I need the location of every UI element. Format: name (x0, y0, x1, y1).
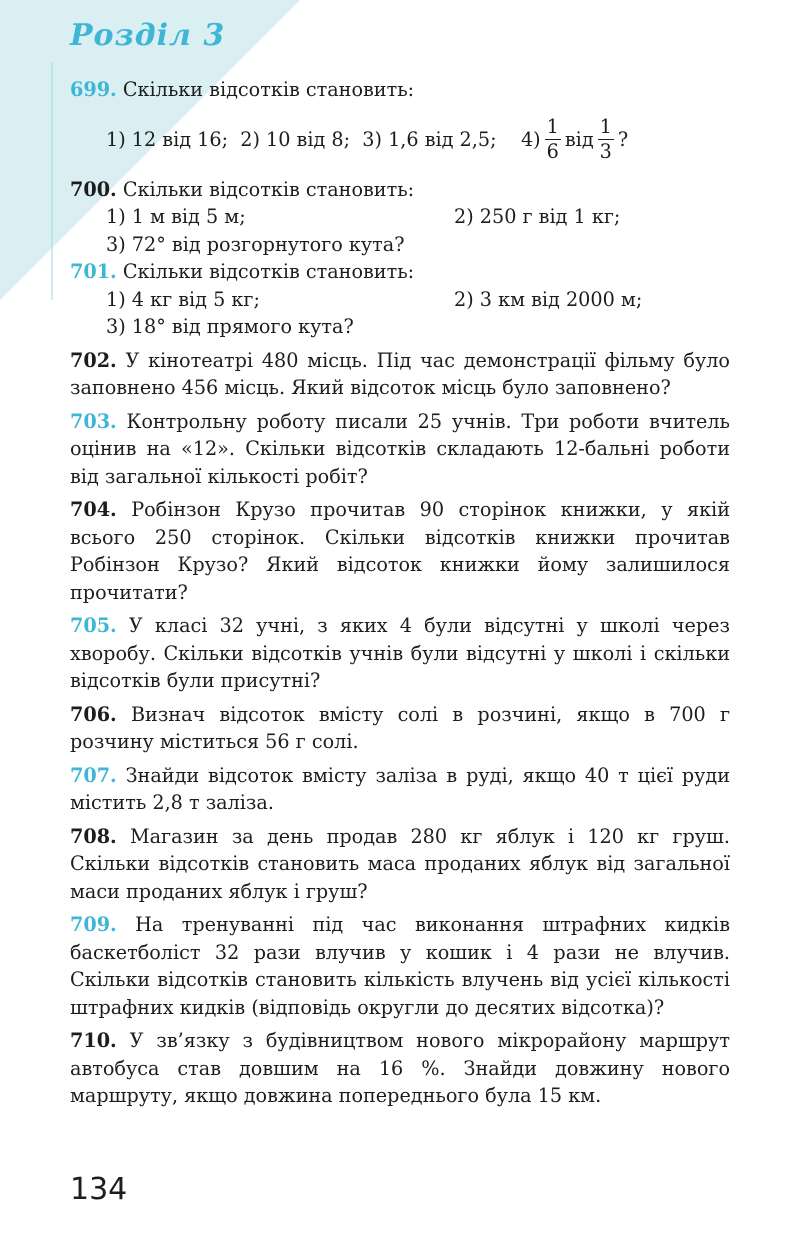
problem-text: На тренуванні під час виконання штрафних кидків баскетболіст 32 рази влучив у кошик і 4 рази не влучив. Скільки відсотків становить кількість влучень від усієї кількості штрафних кидків (відповідь округли до десятих відсотка)? (70, 913, 730, 1019)
problem-number: 707. (70, 763, 117, 787)
numerator: 1 (599, 115, 612, 138)
page-number: 134 (70, 1172, 128, 1207)
item: 1) 12 від 16; (106, 127, 229, 151)
item: 3) 1,6 від 2,5; (362, 127, 497, 151)
numerator: 1 (546, 115, 559, 138)
problem-700 (70, 176, 730, 204)
problem-701 (70, 258, 730, 286)
problem-text: У зв’язку з будівництвом нового мікрорайону маршрут автобуса став довшим на 16 %. Знайди довжину нового маршруту, якщо довжина попереднього була 15 км. (70, 1029, 730, 1107)
item: 2) 3 км від 2000 м; (454, 287, 643, 311)
problem-number: 710. (70, 1029, 117, 1052)
problem-text: Робінзон Крузо прочитав 90 сторінок книжки, у якій всього 250 сторінок. Скільки відсотків книжки прочитав Робінзон Крузо? Який відсоток книжки йому залишилося прочитати? (70, 498, 730, 604)
problem-text: Скільки відсотків становить: (122, 78, 415, 101)
item: 3) 72° від розгорнутого кута? (106, 232, 405, 256)
problem-text: Контрольну роботу писали 25 учнів. Три роботи вчитель оцінив на «12». Скільки відсотків складають 12-бальні роботи від загальної кількості робіт? (70, 409, 730, 488)
denominator: 3 (599, 140, 612, 163)
problem-text: Скільки відсотків становить: (122, 177, 415, 201)
problem-700-items (70, 203, 730, 231)
item: 2) 10 від 8; (240, 127, 351, 151)
problem-number: 703. (70, 409, 117, 433)
problem-699-items (70, 104, 730, 176)
problem-text: Визнач відсоток вмісту солі в розчині, якщо в 700 г розчину міститься 56 г солі. (70, 702, 730, 753)
problem-709 (70, 911, 730, 1021)
problem-number: 704. (70, 498, 117, 521)
denominator: 6 (546, 140, 559, 163)
problem-699 (70, 76, 730, 104)
problem-text: У кінотеатрі 480 місць. Під час демонстрації фільму було заповнено 456 місць. Який відсоток місць було заповнено? (70, 348, 730, 399)
problem-text: Магазин за день продав 280 кг яблук і 120 кг груш. Скільки відсотків становить маса проданих яблук від загальної маси проданих яблук і груш? (70, 824, 730, 903)
problem-number: 699. (70, 78, 117, 101)
problem-number: 705. (70, 614, 117, 637)
problem-707 (70, 762, 730, 817)
problem-706 (70, 701, 730, 756)
problem-701-items (70, 286, 730, 314)
item: ? (617, 127, 629, 151)
problem-number: 702. (70, 348, 117, 372)
problem-text: Знайди відсоток вмісту заліза в руді, якщо 40 т цієї руди містить 2,8 т заліза. (70, 763, 730, 814)
fraction (545, 115, 561, 164)
problem-number: 708. (70, 824, 117, 848)
problem-number: 700. (70, 177, 117, 201)
item: 2) 250 г від 1 кг; (454, 205, 621, 228)
problem-703 (70, 408, 730, 491)
problem-710 (70, 1027, 730, 1110)
problem-705 (70, 612, 730, 695)
chapter-title: Розділ 3 (70, 18, 226, 53)
problem-702 (70, 347, 730, 402)
item: 1) 1 м від 5 м; (106, 205, 246, 228)
problem-text: Скільки відсотків становить: (122, 260, 415, 283)
problem-number: 706. (70, 702, 117, 726)
problem-number: 701. (70, 260, 117, 283)
item: 1) 4 кг від 5 кг; (106, 287, 260, 311)
problem-708 (70, 823, 730, 906)
item: 3) 18° від прямого кута? (106, 315, 354, 338)
exercise-list (70, 76, 730, 1110)
item: 4) (520, 127, 541, 151)
item: від (564, 127, 594, 151)
fraction (598, 115, 614, 164)
problem-number: 709. (70, 913, 117, 936)
problem-text: У класі 32 учні, з яких 4 були відсутні у школі через хворобу. Скільки відсотків учнів були відсутні у школі і скільки відсотків були присутні? (70, 614, 730, 692)
problem-704 (70, 496, 730, 606)
